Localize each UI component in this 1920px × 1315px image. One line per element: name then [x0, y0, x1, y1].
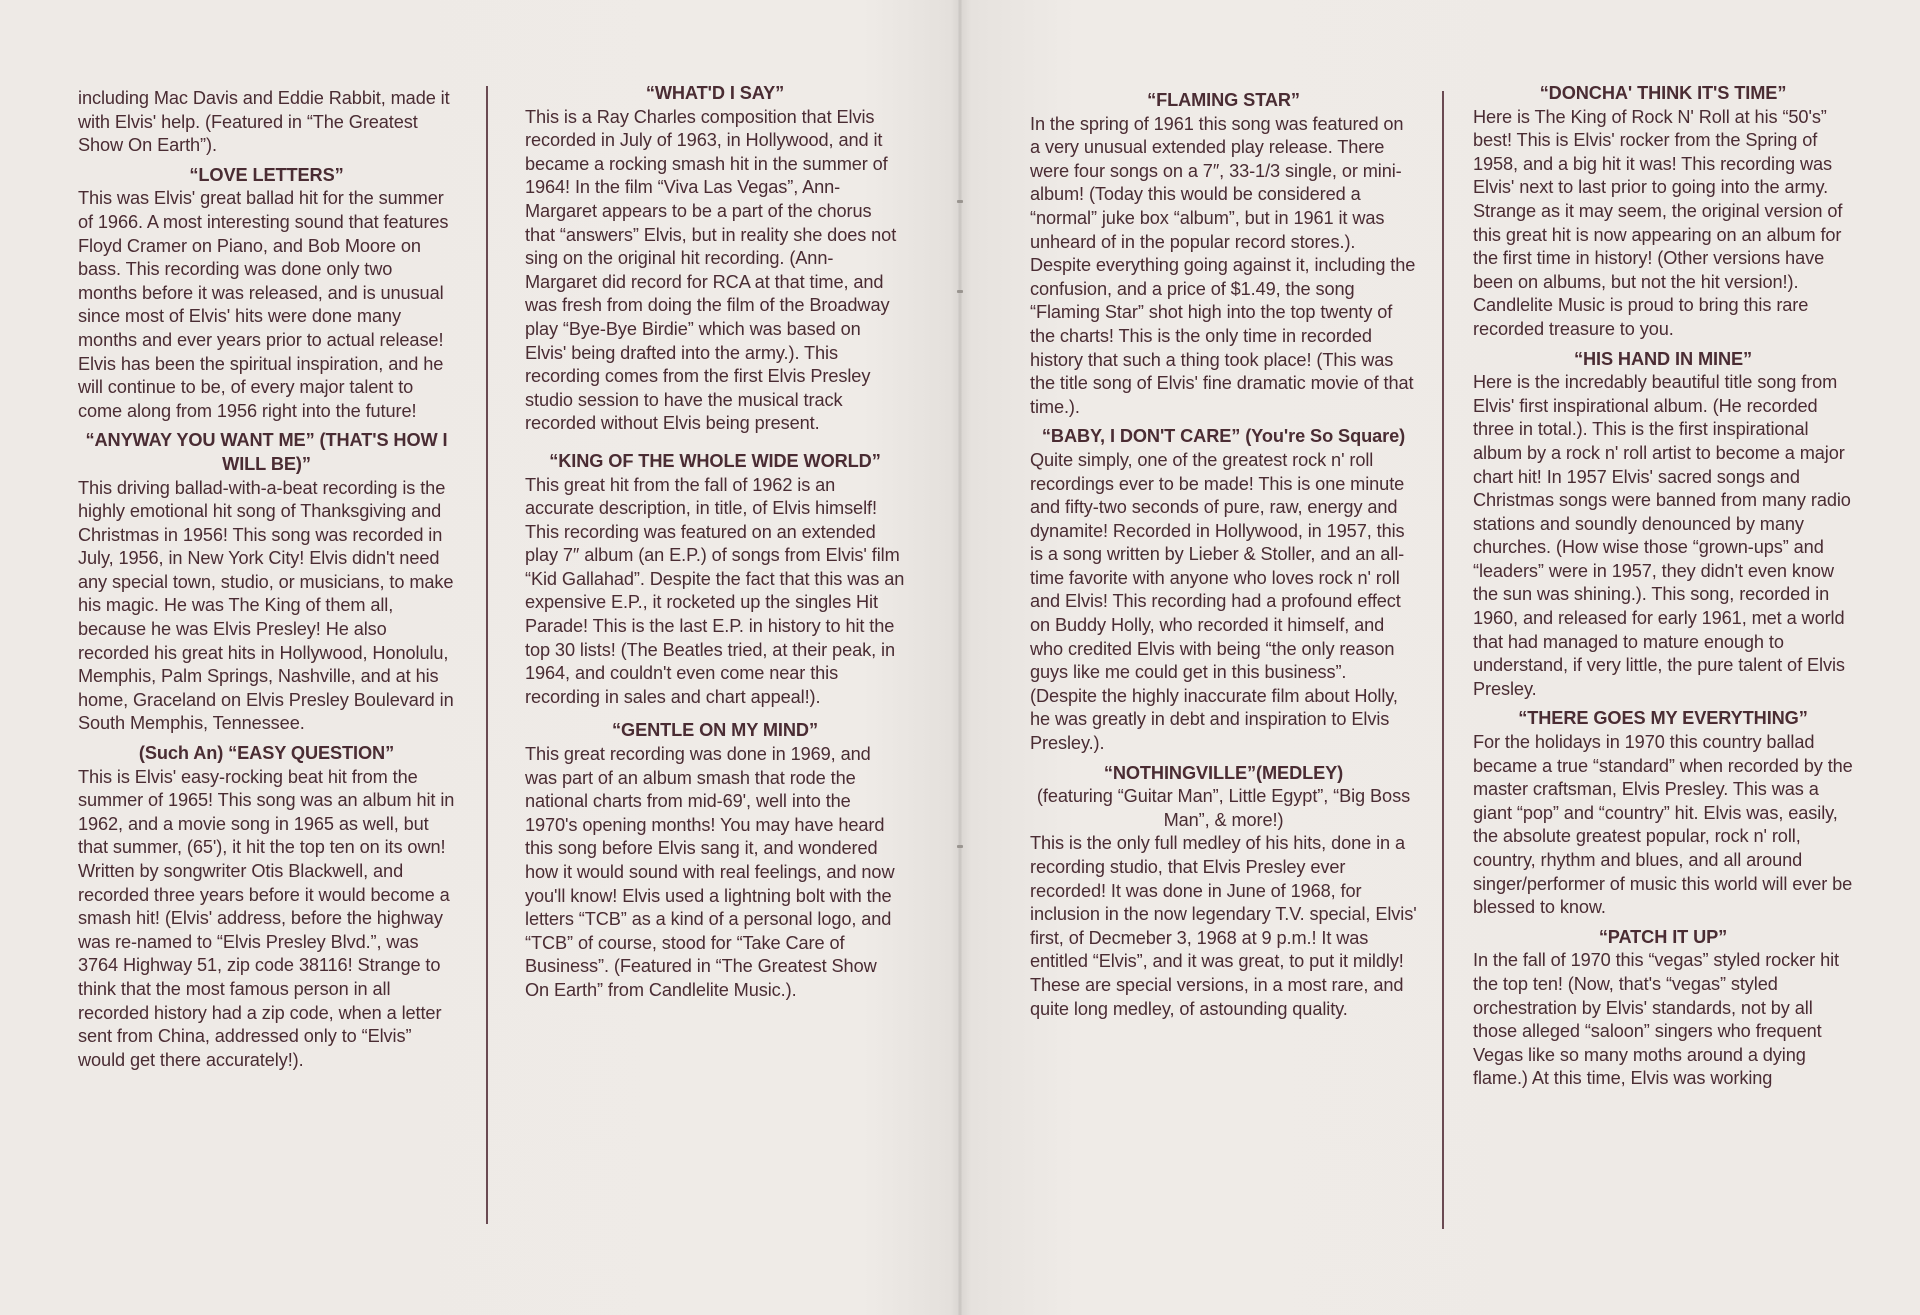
song-heading: “ANYWAY YOU WANT ME” (THAT'S HOW I WILL BE)” — [85, 430, 448, 474]
center-fold — [958, 0, 962, 1315]
song-heading: “LOVE LETTERS” — [189, 164, 344, 185]
song-description: This is the only full medley of his hits, done in a recording studio, that Elvis Presley ever recorded! It was done in June of 1968, for inclusion in the now legendary T.V. special, Elvis' first, of Decmeber 3, 1968 at 9 p.m.! It was entitled “Elvis”, and it was great, to put it mildly! These are special versions, in a most rare, and quite long medley, of astounding quality. — [1030, 833, 1417, 1019]
song-description: Here is the incredably beautiful title song from Elvis' first inspirational album. (He recorded three in total.). This is the first inspirational album by a rock n' roll artist to become a major chart hit! In 1957 Elvis' sacred songs and Christmas songs were banned from many radio stations and soundly denounced by many churches. (How wise those “grown-ups” and “leaders” were in 1957, they didn't even know the sun was shining.). This song, recorded in 1960, and released for early 1961, met a world that had managed to mature enough to understand, if very little, the pure talent of Elvis Presley. — [1473, 372, 1851, 699]
song-heading: (Such An) “EASY QUESTION” — [138, 743, 395, 764]
song-heading: “THERE GOES MY EVERYTHING” — [1518, 708, 1808, 729]
song-description: This was Elvis' great ballad hit for the summer of 1966. A most interesting sound that features Floyd Cramer on Piano, and Bob Moore on bass. This recording was done only two months before it was released, and is unusual since most of Elvis' hits were done many months and ever years prior to actual release! Elvis has been the spiritual inspiration, and he will continue to be, of every major talent to come along from 1956 right into the future! — [78, 188, 449, 421]
song-heading: “PATCH IT UP” — [1598, 926, 1728, 947]
song-description: This great hit from the fall of 1962 is an accurate description, in title, of Elvis himself! This recording was featured on an extended play 7″ album (an E.P.) of songs from Elvis' film “Kid Gallahad”. Despite the fact that this was an expensive E.P., it rocketed up the singles Hit Parade! This is the last E.P. in history to hit the top 30 lists! (The Beatles tried, at their peak, in 1964, and couldn't even come near this recording in sales and chart appeal!). — [525, 474, 905, 707]
staple-mark — [957, 200, 963, 203]
song-heading: “FLAMING STAR” — [1147, 90, 1300, 110]
song-heading: “BABY, I DON'T CARE” (You're So Square) — [1041, 426, 1406, 447]
song-heading: “HIS HAND IN MINE” — [1573, 348, 1753, 369]
song-description: Quite simply, one of the greatest rock n' roll recordings ever to be made! This is one minute and fifty-two seconds of pure, raw, energy and dynamite! Recorded in Hollywood, in 1957, this is a song written by Lieber & Stoller, and an all-time favorite with anyone who loves rock n' roll and Elvis! This recording had a profound effect on Buddy Holly, who recorded it himself, and who credited Elvis with being “the only reason guys like me could get in this business”. (Despite the highly inaccurate film about Holly, he was greatly in debt and inspiration to Elvis Presley.). — [1030, 449, 1405, 754]
song-description: In the spring of 1961 this song was featured on a very unusual extended play release. There were four songs on a 7″, 33-1/3 single, or mini-album! (Today this would be considered a “normal” juke box “album”, but in 1961 it was unheard of in the popular record stores.). Despite everything going against it, including the confusion, and a price of $1.49, the song “Flaming Star” shot high into the top twenty of the charts! This is the only time in recorded history that such a thing took place! (This was the title song of Elvis' fine dramatic movie of that time.). — [1030, 113, 1416, 417]
song-heading: “NOTHINGVILLE”(MEDLEY) — [1103, 762, 1344, 783]
song-description: Here is The King of Rock N' Roll at his “50's” best! This is Elvis' rocker from the Spring of 1958, and a big hit it was! This recording was Elvis' next to last prior to going into the army. Strange as it may seem, the original version of this great hit is now appearing on an album for the first time in history! (Other versions have been on albums, but not the hit version!). Candlelite Music is proud to bring this rare recorded treasure to you. — [1473, 106, 1843, 339]
staple-mark — [957, 290, 963, 293]
song-description: In the fall of 1970 this “vegas” styled rocker hit the top ten! (Now, that's “vegas” styled orchestration by Elvis' standards, not by all those alleged “saloon” singers who frequent Vegas like so many moths around a dying flame.) At this time, Elvis was working — [1473, 950, 1840, 1089]
column-1 — [78, 87, 455, 1072]
song-description: This is a Ray Charles composition that Elvis recorded in July of 1963, in Hollywood, and it became a rocking smash hit in the summer of 1964! In the film “Viva Las Vegas”, Ann-Margaret appears to be a part of the chorus that “answers” Elvis, but in reality she does not sing on the original hit recording. (Ann-Margaret did record for RCA at that time, and was fresh from doing the film of the Broadway play “Bye-Bye Birdie” which was based on Elvis' being drafted into the army.). This recording comes from the first Elvis Presley studio session to have the musical track recorded without Elvis being present. — [525, 106, 897, 434]
staple-mark — [957, 845, 963, 848]
column-2 — [525, 82, 905, 1003]
song-heading: “WHAT'D I SAY” — [645, 83, 785, 103]
medley-subtitle: (featuring “Guitar Man”, Little Egypt”, “Big Boss Man”, & more!) — [1036, 786, 1411, 830]
song-heading: “KING OF THE WHOLE WIDE WORLD” — [549, 450, 881, 471]
column-3 — [1030, 89, 1417, 1021]
column-divider — [1442, 91, 1444, 1229]
song-heading: “DONCHA' THINK IT'S TIME” — [1539, 83, 1787, 103]
column-4 — [1473, 82, 1853, 1091]
column-divider — [486, 86, 488, 1224]
song-description: This is Elvis' easy-rocking beat hit from the summer of 1965! This song was an album hit in 1962, and a movie song in 1965 as well, but that summer, (65'), it hit the top ten on its own! Written by songwriter Otis Blackwell, and recorded three years before it would become a smash hit! (Elvis' address, before the highway was re-named to “Elvis Presley Blvd.”, was 3764 Highway 51, zip code 38116! Strange to think that the most famous person in all recorded history had a zip code, when a letter sent from China, addressed only to “Elvis” would get there accurately!). — [78, 766, 455, 1070]
song-description: This great recording was done in 1969, and was part of an album smash that rode the national charts from mid-69', well into the 1970's opening months! You may have heard this song before Elvis sang it, and wondered how it would sound with real feelings, and now you'll know! Elvis used a lightning bolt with the letters “TCB” as a kind of a personal logo, and “TCB” of course, stood for “Take Care of Business”. (Featured in “The Greatest Show On Earth” from Candlelite Music.). — [525, 744, 895, 1000]
song-description: This driving ballad-with-a-beat recording is the highly emotional hit song of Thanksgiving and Christmas in 1956! This song was recorded in July, 1956, in New York City! Elvis didn't need any special town, studio, or musicians, to make his magic. He was The King of them all, because he was Elvis Presley! He also recorded his great hits in Hollywood, Honolulu, Memphis, Palm Springs, Nashville, and at his home, Graceland on Elvis Presley Boulevard in South Memphis, Tennessee. — [78, 477, 454, 734]
song-heading: “GENTLE ON MY MIND” — [612, 720, 818, 741]
intro-paragraph: including Mac Davis and Eddie Rabbit, made it with Elvis' help. (Featured in “The Greatest Show On Earth”). — [78, 88, 450, 156]
song-description: For the holidays in 1970 this country ballad became a true “standard” when recorded by the master craftsman, Elvis Presley. This was a giant “pop” and “country” hit. Elvis was, easily, the absolute greatest popular, rock n' roll, country, rhythm and blues, and all around singer/performer of music this world will ever be blessed to know. — [1473, 732, 1853, 918]
